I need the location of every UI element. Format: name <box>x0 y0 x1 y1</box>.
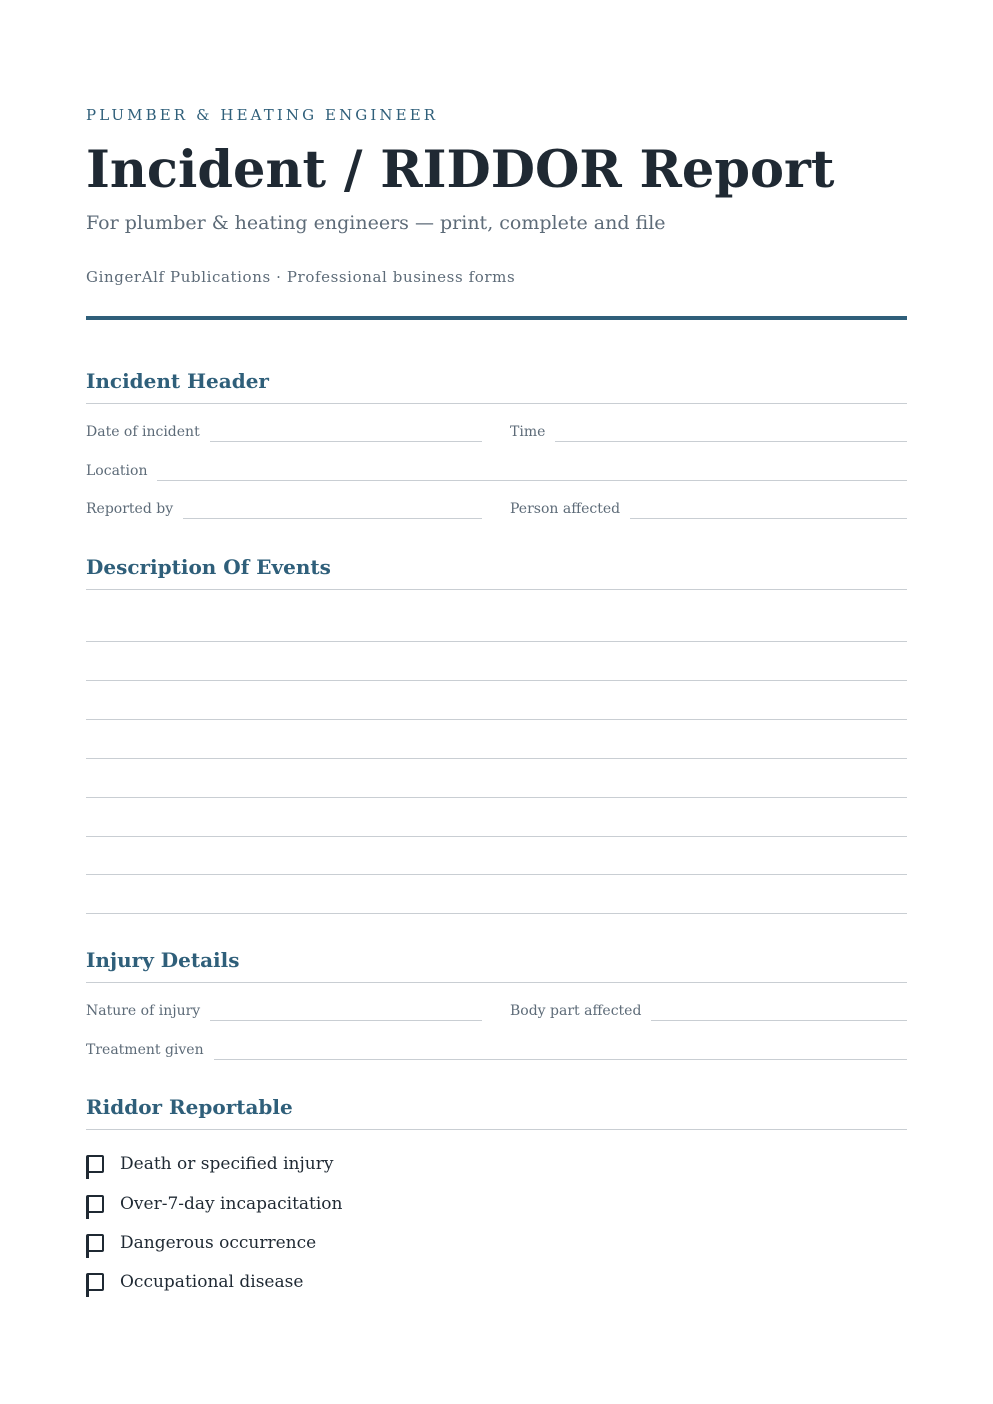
description-writing-line[interactable] <box>86 641 907 642</box>
description-writing-line[interactable] <box>86 836 907 837</box>
section-title-injury-details: Injury Details <box>86 948 240 972</box>
section-divider <box>86 1129 907 1130</box>
riddor-option-dangerous-occurrence[interactable] <box>86 1231 316 1255</box>
nature-of-injury-label: Nature of injury <box>86 1003 201 1019</box>
date-of-incident-field[interactable] <box>86 422 482 442</box>
riddor-option-label: Death or specified injury <box>120 1154 334 1174</box>
checkbox[interactable] <box>86 1195 104 1213</box>
riddor-option-label: Over-7-day incapacitation <box>120 1194 343 1214</box>
date-of-incident-label: Date of incident <box>86 424 200 440</box>
location-input[interactable] <box>157 479 907 481</box>
person-affected-field[interactable] <box>510 499 907 519</box>
riddor-option-over-7-day[interactable] <box>86 1192 343 1216</box>
header-divider <box>86 316 907 320</box>
riddor-option-label: Dangerous occurrence <box>120 1233 317 1253</box>
section-title-description: Description Of Events <box>86 555 331 579</box>
riddor-option-label: Occupational disease <box>120 1272 304 1292</box>
description-writing-line[interactable] <box>86 680 907 681</box>
person-affected-label: Person affected <box>510 501 621 517</box>
section-title-riddor: Riddor Reportable <box>86 1095 293 1119</box>
nature-of-injury-field[interactable] <box>86 1001 482 1021</box>
section-divider <box>86 589 907 590</box>
body-part-label: Body part affected <box>510 1003 642 1019</box>
body-part-input[interactable] <box>651 1019 907 1021</box>
checkbox[interactable] <box>86 1155 104 1173</box>
reported-by-field[interactable] <box>86 499 482 519</box>
location-label: Location <box>86 463 148 479</box>
description-writing-line[interactable] <box>86 913 907 914</box>
description-writing-line[interactable] <box>86 874 907 875</box>
checkbox[interactable] <box>86 1234 104 1252</box>
riddor-option-occupational-disease[interactable] <box>86 1270 303 1294</box>
riddor-option-death[interactable] <box>86 1152 333 1176</box>
person-affected-input[interactable] <box>630 517 907 519</box>
time-field[interactable] <box>510 422 907 442</box>
page-subtitle: For plumber & heating engineers — print, complete and file <box>86 212 666 234</box>
reported-by-input[interactable] <box>183 517 482 519</box>
date-of-incident-input[interactable] <box>210 440 482 442</box>
section-divider <box>86 982 907 983</box>
treatment-given-label: Treatment given <box>86 1042 204 1058</box>
reported-by-label: Reported by <box>86 501 174 517</box>
body-part-field[interactable] <box>510 1001 907 1021</box>
checkbox[interactable] <box>86 1273 104 1291</box>
location-field[interactable] <box>86 461 907 481</box>
description-writing-line[interactable] <box>86 719 907 720</box>
page-title: Incident / RIDDOR Report <box>86 140 835 200</box>
description-writing-line[interactable] <box>86 797 907 798</box>
treatment-given-field[interactable] <box>86 1040 907 1060</box>
description-writing-line[interactable] <box>86 758 907 759</box>
time-label: Time <box>510 424 546 440</box>
trade-eyebrow: PLUMBER & HEATING ENGINEER <box>86 106 439 124</box>
publisher-line: GingerAlf Publications · Professional business forms <box>86 268 516 286</box>
section-divider <box>86 403 907 404</box>
nature-of-injury-input[interactable] <box>210 1019 482 1021</box>
treatment-given-input[interactable] <box>214 1058 907 1060</box>
time-input[interactable] <box>555 440 907 442</box>
section-title-incident-header: Incident Header <box>86 369 269 393</box>
